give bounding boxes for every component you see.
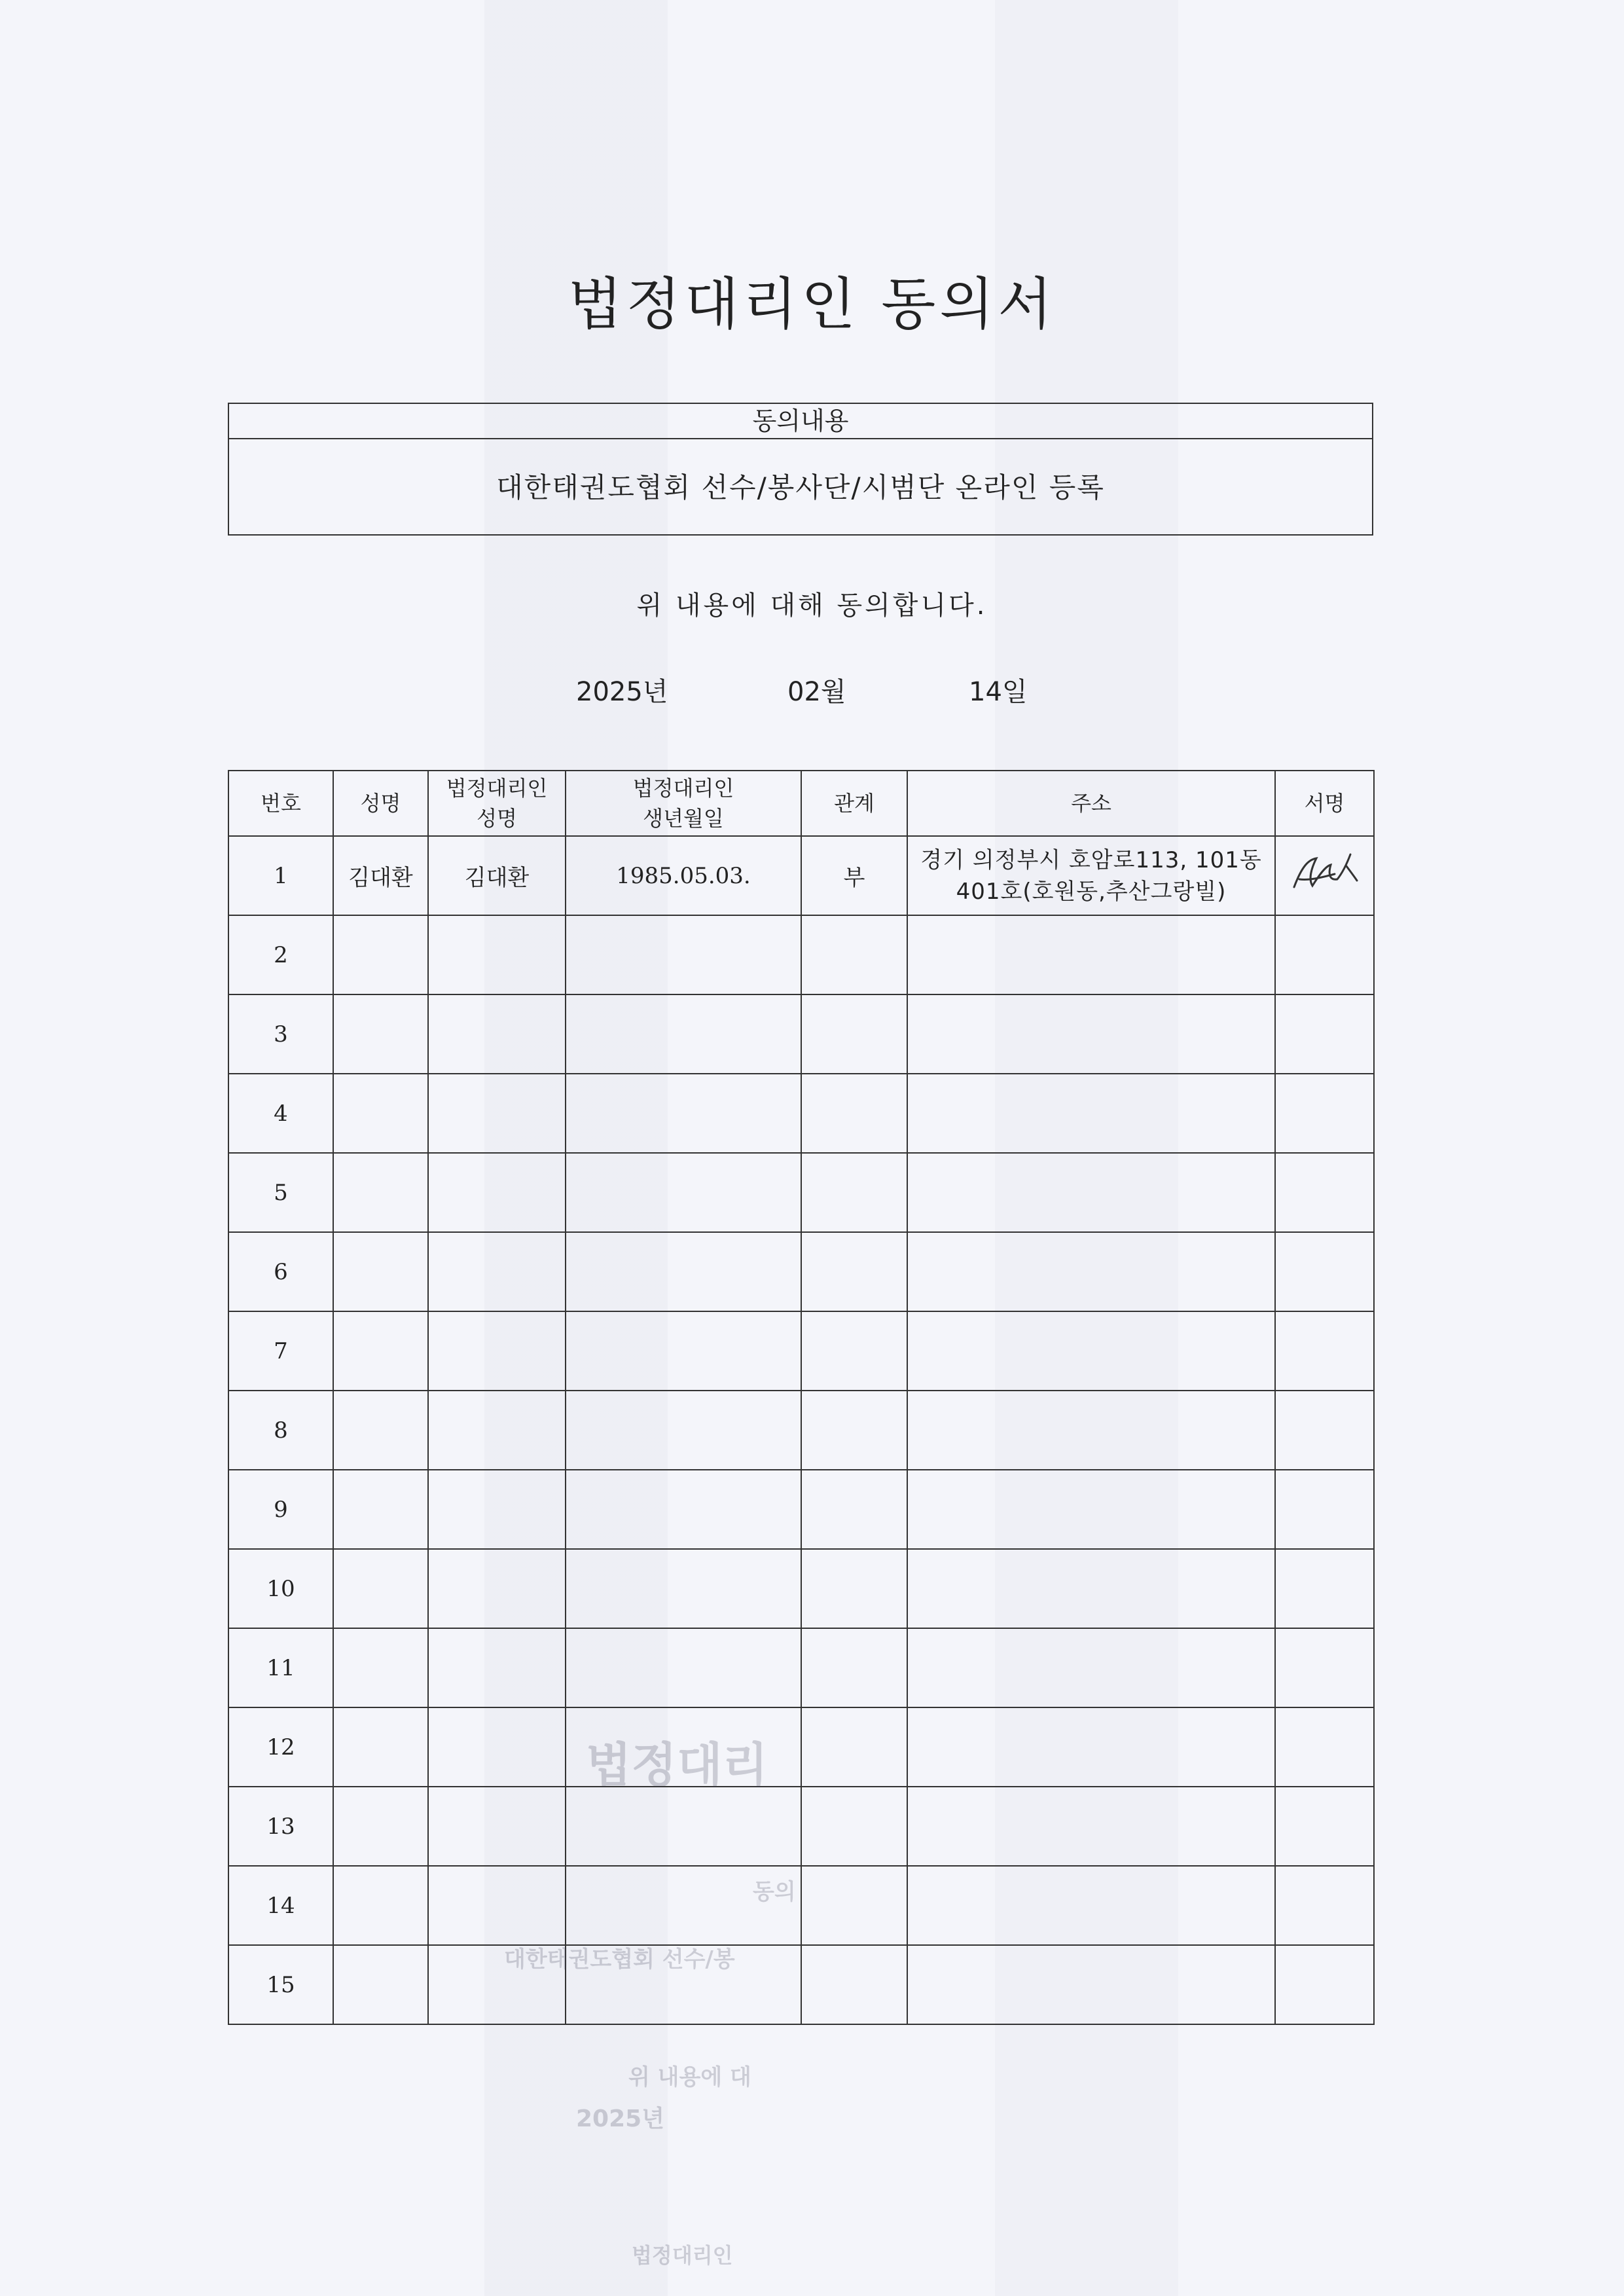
cell-number: 12	[228, 1707, 333, 1787]
cell-signature	[1275, 1866, 1374, 1945]
cell-address	[907, 1074, 1275, 1153]
cell-number: 14	[228, 1866, 333, 1945]
bleed-through-line4: 위 내용에 대	[628, 2064, 751, 2090]
cell-signature	[1275, 994, 1374, 1074]
cell-signature	[1275, 1787, 1374, 1866]
cell-address	[907, 1628, 1275, 1707]
cell-guardian-name: 김대환	[428, 836, 566, 915]
cell-signature	[1275, 1391, 1374, 1470]
table-row	[228, 1153, 1374, 1232]
consent-box	[228, 403, 1373, 536]
cell-guardian-birth	[566, 1549, 801, 1628]
bleed-through-line5: 2025년	[576, 2105, 664, 2132]
cell-number: 9	[228, 1470, 333, 1549]
cell-name	[333, 1945, 428, 2024]
cell-address	[907, 1707, 1275, 1787]
cell-number: 4	[228, 1074, 333, 1153]
cell-guardian-birth	[566, 1707, 801, 1787]
cell-relation: 부	[801, 836, 907, 915]
cell-relation	[801, 1153, 907, 1232]
cell-relation	[801, 1945, 907, 2024]
cell-address	[907, 1153, 1275, 1232]
cell-address	[907, 1311, 1275, 1391]
table-row	[228, 1866, 1374, 1945]
cell-name	[333, 915, 428, 994]
cell-guardian-name	[428, 1311, 566, 1391]
cell-guardian-birth	[566, 994, 801, 1074]
cell-number: 13	[228, 1787, 333, 1866]
cell-signature	[1275, 1470, 1374, 1549]
cell-address	[907, 1391, 1275, 1470]
cell-guardian-name	[428, 1628, 566, 1707]
cell-address: 경기 의정부시 호암로113, 101동 401호(호원동,추산그랑빌)	[907, 836, 1275, 915]
cell-guardian-name	[428, 994, 566, 1074]
cell-guardian-birth	[566, 915, 801, 994]
cell-guardian-name	[428, 1866, 566, 1945]
table-row	[228, 1232, 1374, 1311]
cell-name	[333, 1549, 428, 1628]
cell-guardian-name	[428, 1391, 566, 1470]
cell-name	[333, 1074, 428, 1153]
agreement-text: 위 내용에 대해 동의합니다.	[636, 591, 988, 621]
table-row	[228, 1549, 1374, 1628]
cell-relation	[801, 1391, 907, 1470]
date-year: 2025년	[576, 677, 668, 707]
table-row	[228, 1391, 1374, 1470]
cell-guardian-birth	[566, 1866, 801, 1945]
table-row	[228, 994, 1374, 1074]
cell-signature	[1275, 1153, 1374, 1232]
cell-name	[333, 1866, 428, 1945]
table-row	[228, 1311, 1374, 1391]
cell-relation	[801, 1707, 907, 1787]
cell-address	[907, 1945, 1275, 2024]
cell-guardian-birth	[566, 1787, 801, 1866]
header-address: 주소	[907, 771, 1275, 836]
cell-guardian-name	[428, 1153, 566, 1232]
cell-name	[333, 1470, 428, 1549]
cell-signature	[1275, 915, 1374, 994]
cell-number: 1	[228, 836, 333, 915]
cell-relation	[801, 994, 907, 1074]
cell-number: 7	[228, 1311, 333, 1391]
date-day: 14일	[969, 677, 1028, 707]
cell-address	[907, 1787, 1275, 1866]
bleed-through-line2: 동의	[753, 1879, 796, 1905]
cell-guardian-name	[428, 915, 566, 994]
table-row	[228, 1074, 1374, 1153]
header-name: 성명	[333, 771, 428, 836]
cell-signature	[1275, 1707, 1374, 1787]
cell-address	[907, 994, 1275, 1074]
cell-guardian-birth	[566, 1628, 801, 1707]
cell-number: 3	[228, 994, 333, 1074]
cell-address	[907, 915, 1275, 994]
cell-number: 2	[228, 915, 333, 994]
cell-guardian-birth	[566, 1074, 801, 1153]
cell-name	[333, 1153, 428, 1232]
header-signature: 서명	[1275, 771, 1374, 836]
cell-name	[333, 1311, 428, 1391]
table-row	[228, 1628, 1374, 1707]
table-row	[228, 915, 1374, 994]
cell-guardian-birth	[566, 1945, 801, 2024]
cell-guardian-name	[428, 1470, 566, 1549]
bleed-through-line3: 대한태권도협회 선수/봉	[504, 1946, 735, 1973]
bleed-through-title: 법정대리	[586, 1738, 768, 1793]
cell-relation	[801, 1787, 907, 1866]
cell-guardian-name	[428, 1232, 566, 1311]
table-body	[228, 836, 1374, 2024]
bleed-through-line6: 법정대리인	[632, 2243, 733, 2268]
cell-relation	[801, 1470, 907, 1549]
cell-guardian-birth	[566, 1311, 801, 1391]
cell-name	[333, 1628, 428, 1707]
cell-address	[907, 1470, 1275, 1549]
cell-signature	[1275, 1549, 1374, 1628]
cell-address	[907, 1232, 1275, 1311]
cell-guardian-birth	[566, 1232, 801, 1311]
cell-number: 6	[228, 1232, 333, 1311]
header-relation: 관계	[801, 771, 907, 836]
cell-guardian-name	[428, 1549, 566, 1628]
cell-number: 8	[228, 1391, 333, 1470]
table-row	[228, 1707, 1374, 1787]
cell-guardian-birth	[566, 1470, 801, 1549]
cell-number: 5	[228, 1153, 333, 1232]
date-month: 02월	[787, 677, 846, 707]
cell-name	[333, 994, 428, 1074]
cell-guardian-name	[428, 1074, 566, 1153]
cell-address	[907, 1549, 1275, 1628]
cell-name	[333, 1707, 428, 1787]
cell-relation	[801, 1232, 907, 1311]
table-row	[228, 1945, 1374, 2024]
consent-content: 대한태권도협회 선수/봉사단/시범단 온라인 등록	[496, 471, 1105, 503]
cell-signature	[1275, 1945, 1374, 2024]
guardian-table	[228, 770, 1375, 2025]
cell-number: 15	[228, 1945, 333, 2024]
document-title: 법정대리인 동의서	[568, 272, 1056, 337]
header-guardian-birth: 법정대리인 생년월일	[566, 771, 801, 836]
cell-relation	[801, 1628, 907, 1707]
table-header-row	[228, 771, 1374, 836]
cell-relation	[801, 1311, 907, 1391]
header-guardian-name: 법정대리인 성명	[428, 771, 566, 836]
cell-number: 11	[228, 1628, 333, 1707]
cell-guardian-name	[428, 1945, 566, 2024]
header-number: 번호	[228, 771, 333, 836]
cell-signature	[1275, 836, 1374, 915]
cell-name: 김대환	[333, 836, 428, 915]
cell-name	[333, 1232, 428, 1311]
cell-address	[907, 1866, 1275, 1945]
cell-guardian-name	[428, 1707, 566, 1787]
cell-number: 10	[228, 1549, 333, 1628]
consent-header: 동의내용	[229, 404, 1372, 439]
cell-guardian-name	[428, 1787, 566, 1866]
cell-signature	[1275, 1074, 1374, 1153]
cell-guardian-birth	[566, 1391, 801, 1470]
cell-guardian-birth: 1985.05.03.	[566, 836, 801, 915]
cell-relation	[801, 1549, 907, 1628]
cell-guardian-birth	[566, 1153, 801, 1232]
signature-mark	[1282, 840, 1367, 905]
cell-relation	[801, 1866, 907, 1945]
cell-name	[333, 1787, 428, 1866]
cell-signature	[1275, 1628, 1374, 1707]
cell-relation	[801, 915, 907, 994]
table-row	[228, 1787, 1374, 1866]
cell-signature	[1275, 1232, 1374, 1311]
table-row	[228, 1470, 1374, 1549]
table-row	[228, 836, 1374, 915]
cell-name	[333, 1391, 428, 1470]
cell-signature	[1275, 1311, 1374, 1391]
cell-relation	[801, 1074, 907, 1153]
